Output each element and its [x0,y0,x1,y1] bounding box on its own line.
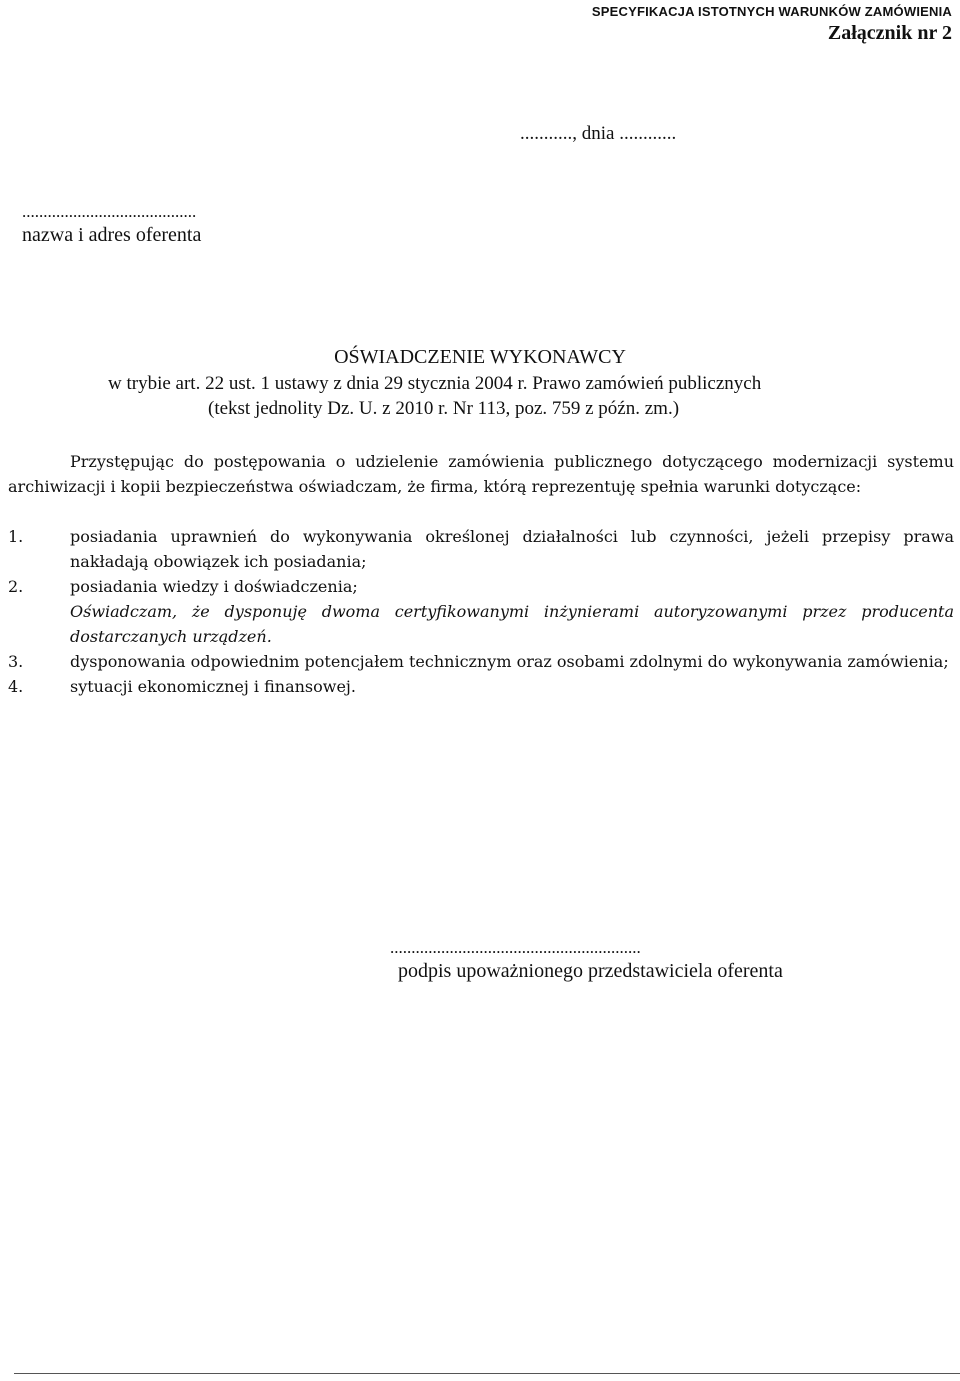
document-title: OŚWIADCZENIE WYKONAWCY [334,346,626,368]
condition-text: dysponowania odpowiednim potencjałem technicznym oraz osobami zdolnymi do wykonywania zamówienia; [70,652,949,671]
legal-basis-line2: (tekst jednolity Dz. U. z 2010 r. Nr 113, poz. 759 z późn. zm.) [208,398,680,419]
condition-text: posiadania uprawnień do wykonywania określonej działalności lub czynności, jeżeli przepisy prawa nakładają obowiązek ich posiadania; [70,527,954,571]
place-date-field: ..........., dnia ............ [520,123,677,144]
footer-divider [14,1373,960,1374]
certification-note: Oświadczam, że dysponuję dwoma certyfikowanymi inżynierami autoryzowanymi przez producenta dostarczanych urządzeń. [70,602,954,646]
condition-number: 3. [8,652,24,671]
condition-item [8,649,954,674]
signature-dotted-line: ........................................................... [390,938,641,957]
signature-label: podpis upoważnionego przedstawiciela oferenta [398,960,783,982]
legal-basis-line1: w trybie art. 22 ust. 1 ustawy z dnia 29 stycznia 2004 r. Prawo zamówień publicznych [108,373,762,394]
conditions-list [8,524,954,699]
condition-text: posiadania wiedzy i doświadczenia; [70,577,358,596]
spec-header: SPECYFIKACJA ISTOTNYCH WARUNKÓW ZAMÓWIENIA [591,4,952,19]
condition-item [8,524,954,574]
annex-number: Załącznik nr 2 [827,22,952,44]
condition-text: sytuacji ekonomicznej i finansowej. [70,677,356,696]
condition-item [8,674,954,699]
condition-number: 2. [8,577,24,596]
offerer-label: nazwa i adres oferenta [22,224,202,246]
intro-paragraph: Przystępując do postępowania o udzielenie zamówienia publicznego dotyczącego modernizacji systemu archiwizacji i kopii bezpieczeństwa oświadczam, że firma, którą reprezentuję spełnia warunki dotyczące: [8,452,954,496]
offerer-dotted-line: ......................................... [22,202,197,221]
condition-item [8,574,954,649]
condition-number: 4. [8,677,24,696]
condition-number: 1. [8,527,24,546]
